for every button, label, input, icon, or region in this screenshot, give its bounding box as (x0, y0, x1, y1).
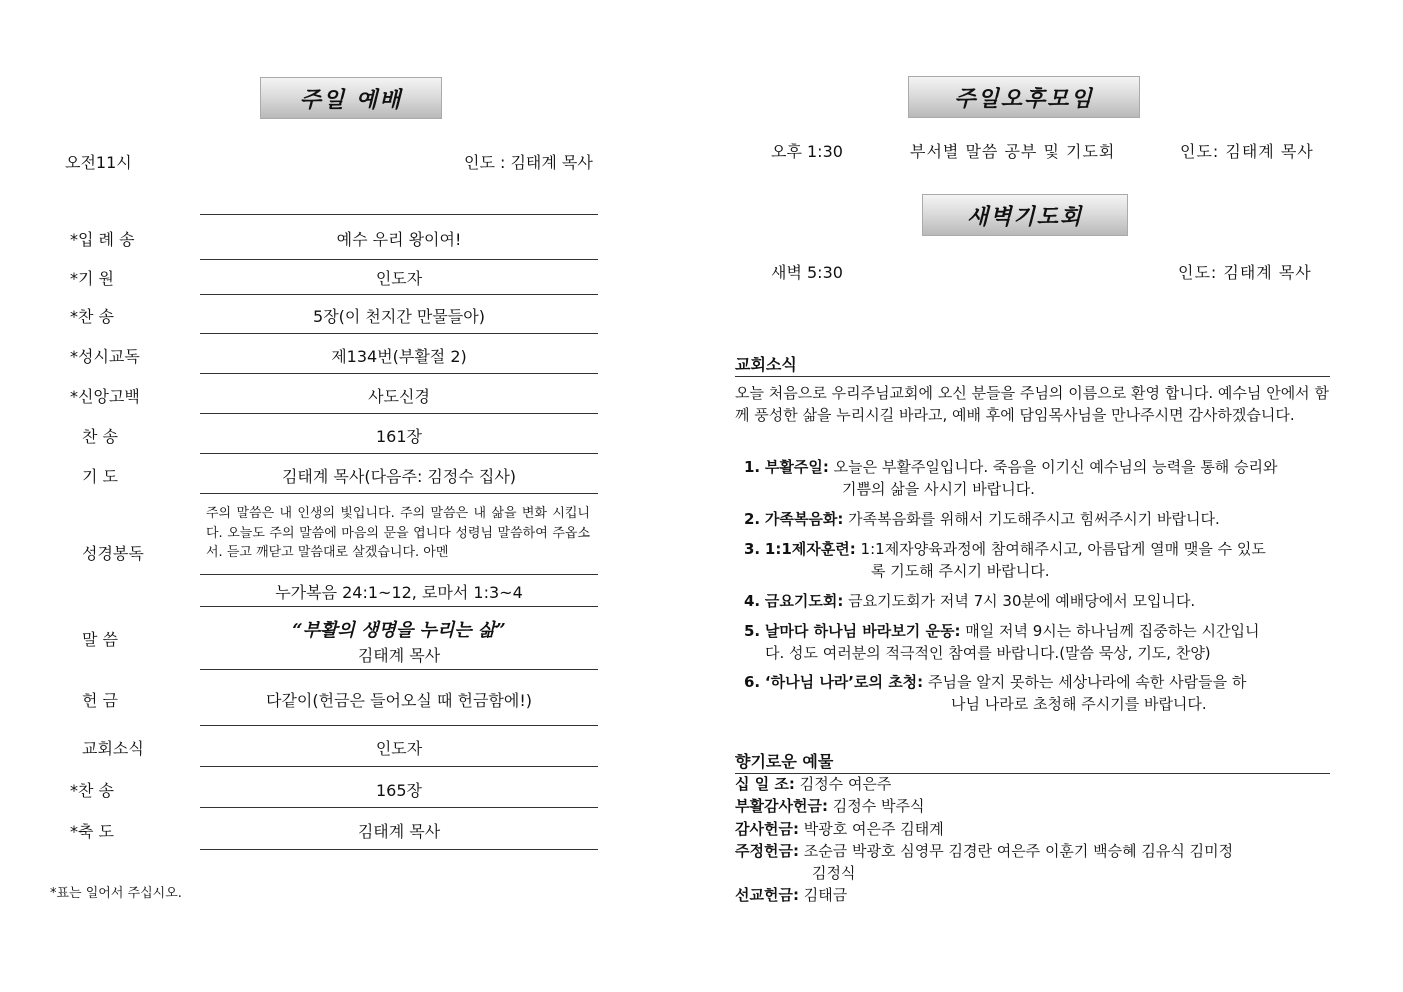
news-title: ‘하나님 나라’로의 초청: (764, 673, 924, 691)
news-text: 매일 저녁 9시는 하나님께 집중하는 시간입니 (965, 622, 1260, 640)
offering-label: 감사헌금: (735, 820, 799, 838)
dawn-time: 새벽 5:30 (771, 263, 843, 282)
order-label: *축 도 (70, 822, 114, 841)
news-heading: 교회소식 (735, 352, 1330, 377)
divider (200, 333, 598, 334)
offering-row (735, 840, 1233, 862)
offering-label: 부활감사헌금: (735, 797, 828, 815)
order-content: 5장(이 천지간 만물들아) (313, 307, 485, 326)
afternoon-leader: 인도: 김태계 목사 (1180, 142, 1314, 161)
worship-time: 오전11시 (65, 153, 132, 172)
order-label: 성경봉독 (82, 544, 144, 563)
news-text: 가족복음화를 위해서 기도해주시고 힘써주시기 바랍니다. (848, 510, 1220, 528)
news-title: 1:1제자훈련: (764, 540, 856, 558)
divider (200, 574, 598, 575)
divider (200, 669, 598, 670)
news-text-cont: 다. 성도 여러분의 적극적인 참여를 바랍니다.(말씀 묵상, 기도, 찬양) (765, 644, 1211, 662)
divider (200, 294, 598, 295)
news-text: 1:1제자양육과정에 참여해주시고, 아름답게 열매 맺을 수 있도 (860, 540, 1266, 558)
order-content: 165장 (376, 781, 422, 800)
afternoon-desc: 부서별 말씀 공부 및 기도회 (910, 142, 1116, 161)
afternoon-time: 오후 1:30 (771, 142, 843, 161)
divider (200, 807, 598, 808)
news-text: 주님을 알지 못하는 세상나라에 속한 사람들을 하 (927, 673, 1247, 691)
order-content: 다같이(헌금은 들어오실 때 헌금함에!) (266, 691, 532, 710)
order-content: 김태계 목사(다음주: 김정수 집사) (281, 467, 517, 486)
news-number: 5. (744, 622, 761, 640)
offering-row (735, 773, 891, 795)
afternoon-banner-title: 주일오후모임 (954, 86, 1094, 112)
divider (200, 259, 598, 260)
order-content: 김태계 목사 (357, 822, 441, 841)
order-label: *찬 송 (70, 307, 114, 326)
order-label: *성시교독 (70, 347, 140, 366)
news-number: 3. (744, 540, 761, 558)
order-label: *입 례 송 (70, 230, 135, 249)
news-number: 1. (744, 458, 761, 476)
offering-row (735, 818, 944, 840)
order-content: 예수 우리 왕이여! (336, 230, 462, 249)
order-label: 교회소식 (82, 739, 144, 758)
order-content: 인도자 (375, 739, 423, 758)
divider (200, 725, 598, 726)
worship-banner-title: 주일 예배 (299, 87, 403, 113)
offering-names: 조순금 박광호 심영무 김경란 여은주 이훈기 백승혜 김유식 김미정 (803, 842, 1234, 860)
order-content: 사도신경 (368, 387, 430, 406)
order-label: 헌 금 (82, 691, 118, 710)
scripture-verses: 누가복음 24:1~12, 로마서 1:3~4 (275, 583, 523, 602)
news-title: 금요기도회: (764, 592, 844, 610)
news-title: 부활주일: (764, 458, 829, 476)
offering-names: 김태금 (803, 886, 848, 904)
news-number: 4. (744, 592, 761, 610)
news-text-cont: 록 기도해 주시기 바랍니다. (871, 562, 1050, 580)
order-label: *기 원 (70, 269, 114, 288)
news-intro: 오늘 처음으로 우리주님교회에 오신 분들을 주님의 이름으로 환영 합니다. 예수님 안에서 함께 풍성한 삶을 누리시길 바라고, 예배 후에 담임목사님을 만나주시면 감사하겠습니다. (735, 384, 1329, 424)
divider (200, 453, 598, 454)
divider (200, 849, 598, 850)
order-label: *찬 송 (70, 781, 114, 800)
offering-label: 선교헌금: (735, 886, 799, 904)
sermon-title: “부활의 생명을 누리는 삶” (292, 620, 506, 641)
offering-names: 김정수 여은주 (799, 775, 892, 793)
order-label: 기 도 (82, 467, 118, 486)
worship-leader: 인도 : 김태계 목사 (464, 153, 593, 172)
news-text-cont: 나님 나라로 초청해 주시기를 바랍니다. (951, 695, 1207, 713)
divider (200, 493, 598, 494)
order-content: 제134번(부활절 2) (331, 347, 467, 366)
divider (200, 214, 598, 215)
scripture-prayer-text: 주의 말씀은 내 인생의 빛입니다. 주의 말씀은 내 삶을 변화 시킵니다. 오늘도 주의 말씀에 마음의 문을 엽니다 성령님 말씀하여 주옵소서. 듣고 깨닫고 말씀대로 살겠습니다. 아멘 (206, 506, 590, 560)
sermon-preacher: 김태계 목사 (357, 646, 441, 665)
order-label: 말 씀 (82, 630, 118, 649)
news-text: 금요기도회가 저녁 7시 30분에 예배당에서 모입니다. (848, 592, 1196, 610)
news-number: 2. (744, 510, 761, 528)
offering-names: 박광호 여은주 김태계 (803, 820, 944, 838)
worship-banner (260, 77, 442, 119)
order-label: *신앙고백 (70, 387, 140, 406)
dawn-banner (922, 194, 1128, 236)
offering-row (735, 795, 924, 817)
news-title: 가족복음화: (764, 510, 844, 528)
divider (200, 373, 598, 374)
offering-names: 김정수 박주식 (832, 797, 925, 815)
afternoon-banner (908, 76, 1140, 118)
offering-names-cont: 김정식 (812, 864, 856, 882)
news-text: 오늘은 부활주일입니다. 죽음을 이기신 예수님의 능력을 통해 승리와 (833, 458, 1278, 476)
divider (200, 606, 598, 607)
news-number: 6. (744, 673, 761, 691)
offering-label: 주정헌금: (735, 842, 799, 860)
stand-footnote: *표는 일어서 주십시오. (50, 886, 182, 901)
offering-row (735, 884, 847, 906)
order-content: 161장 (376, 427, 422, 446)
dawn-banner-title: 새벽기도회 (966, 204, 1084, 230)
dawn-leader: 인도: 김태계 목사 (1178, 263, 1312, 282)
news-title: 날마다 하나님 바라보기 운동: (764, 622, 961, 640)
offering-label: 십 일 조: (735, 775, 795, 793)
news-text-cont: 기쁨의 삶을 사시기 바랍니다. (842, 480, 1035, 498)
order-content: 인도자 (375, 269, 423, 288)
offerings-heading: 향기로운 예물 (735, 749, 1330, 774)
divider (200, 766, 598, 767)
divider (200, 413, 598, 414)
order-label: 찬 송 (82, 427, 118, 446)
